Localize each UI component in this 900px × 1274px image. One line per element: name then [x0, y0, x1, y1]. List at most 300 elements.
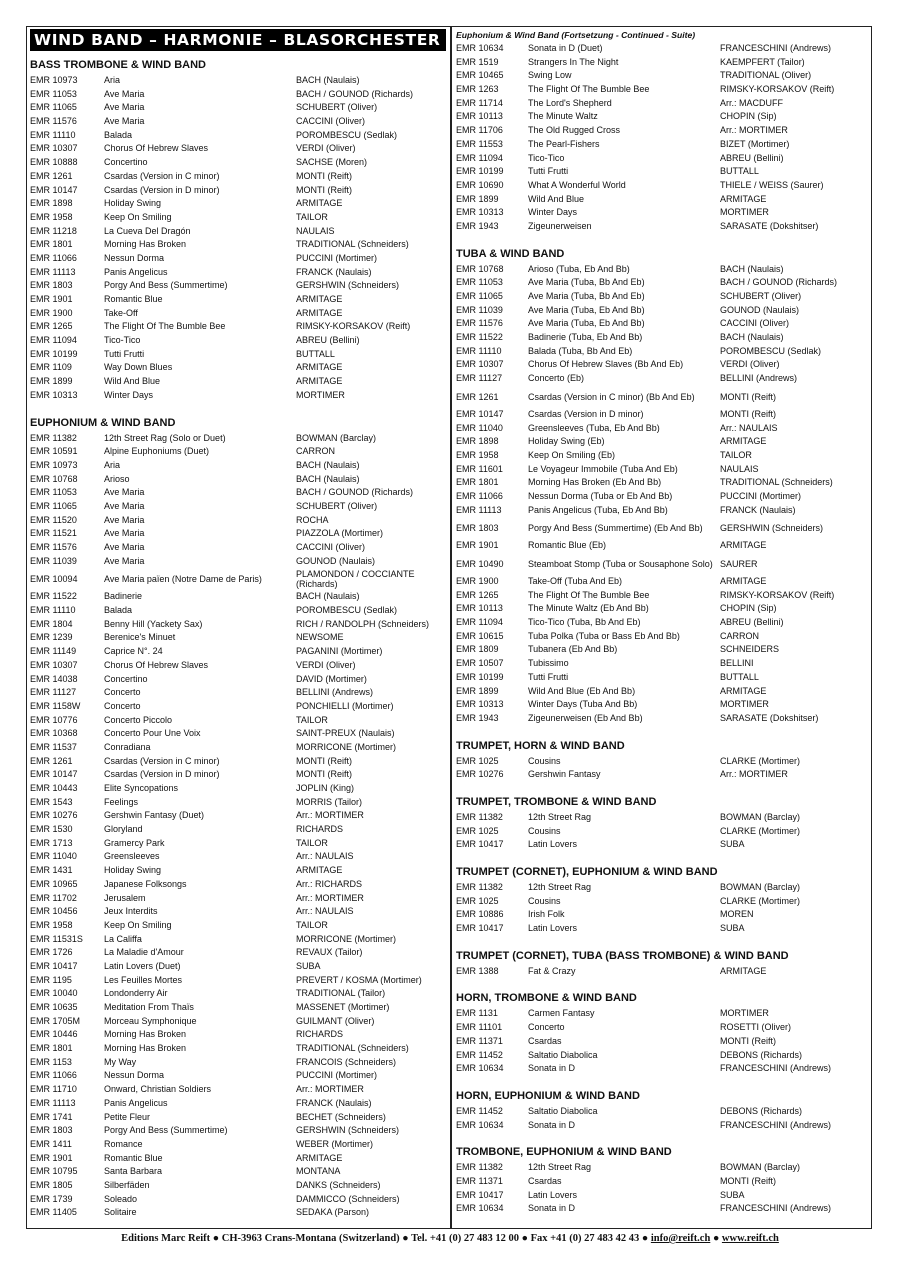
work-title: Saltatio Diabolica [528, 1105, 598, 1116]
catalog-row [456, 712, 864, 726]
catalog-row [30, 293, 446, 307]
catalog-row [30, 555, 446, 569]
composer-arranger: BIZET (Mortimer) [720, 138, 790, 149]
composer-arranger: GUILMANT (Oliver) [296, 1015, 375, 1026]
catalog-number: EMR 1901 [456, 540, 499, 551]
composer-arranger: PUCCINI (Mortimer) [296, 1070, 377, 1081]
composer-arranger: MORTIMER [296, 389, 345, 400]
catalog-row [30, 334, 446, 348]
work-title: Romantic Blue (Eb) [528, 540, 607, 551]
catalog-number: EMR 11127 [456, 373, 503, 384]
catalog-number: EMR 10113 [456, 111, 503, 122]
composer-arranger: THIELE / WEISS (Saurer) [720, 179, 824, 190]
work-title: Csardas (Version in D minor) [528, 408, 644, 419]
work-title: Jeux Interdits [104, 906, 158, 917]
work-title: Concerto [104, 687, 141, 698]
catalog-row [456, 304, 864, 318]
work-title: Carmen Fantasy [528, 1008, 595, 1019]
catalog-row [30, 1056, 446, 1070]
catalog-number: EMR 1705M [30, 1015, 81, 1026]
catalog-number: EMR 11710 [30, 1084, 77, 1095]
work-title: Petite Fleur [104, 1111, 151, 1122]
work-title: Zigeunerweisen (Eb And Bb) [528, 712, 643, 723]
footer-website-link[interactable]: www.reift.ch [721, 1233, 779, 1244]
composer-arranger: ARMITAGE [720, 193, 767, 204]
work-title: Panis Angelicus [104, 266, 168, 277]
catalog-row [456, 165, 864, 179]
catalog-number: EMR 1801 [456, 477, 499, 488]
catalog-number: EMR 1261 [30, 170, 73, 181]
work-title: Romance [104, 1138, 143, 1149]
catalog-number: EMR 1411 [30, 1138, 72, 1149]
work-title: The Old Rugged Cross [528, 125, 621, 136]
section-list [456, 811, 864, 852]
catalog-number: EMR 11521 [30, 528, 77, 539]
catalog-row [456, 881, 864, 895]
catalog-number: EMR 10768 [30, 473, 78, 484]
catalog-number: EMR 10635 [30, 1002, 78, 1012]
catalog-banner: WIND BAND – HARMONIE – BLASORCHESTER [30, 29, 446, 51]
catalog-number: EMR 10446 [30, 1029, 78, 1040]
catalog-number: EMR 1263 [456, 84, 499, 95]
composer-arranger: CLARKE (Mortimer) [720, 825, 801, 836]
catalog-row [30, 823, 446, 837]
composer-arranger: MORRICONE (Mortimer) [296, 933, 396, 944]
left-column [30, 27, 446, 1220]
catalog-number: EMR 1265 [30, 321, 73, 332]
catalog-number: EMR 10040 [30, 988, 78, 999]
composer-arranger: BECHET (Schneiders) [296, 1111, 386, 1122]
catalog-number: EMR 10795 [30, 1166, 78, 1177]
catalog-number: EMR 11053 [456, 277, 503, 288]
catalog-row [456, 386, 864, 408]
catalog-row [456, 553, 864, 575]
work-title: Cousins [528, 895, 561, 906]
catalog-number: EMR 11113 [30, 266, 76, 277]
work-title: The Pearl-Fishers [528, 138, 600, 149]
catalog-row [30, 1028, 446, 1042]
catalog-row [456, 602, 864, 616]
composer-arranger: SCHUBERT (Oliver) [296, 102, 378, 113]
composer-arranger: FRANCOIS (Schneiders) [296, 1056, 397, 1067]
catalog-row [30, 142, 446, 156]
work-title: Alpine Euphoniums (Duet) [104, 446, 210, 457]
catalog-row [456, 372, 864, 386]
catalog-row [456, 1007, 864, 1021]
composer-arranger: VERDI (Oliver) [296, 659, 356, 670]
composer-arranger: TAILOR [296, 919, 328, 930]
work-title: Gershwin Fantasy (Duet) [104, 810, 205, 821]
composer-arranger: SARASATE (Dokshitser) [720, 712, 819, 723]
work-title: Keep On Smiling [104, 211, 172, 222]
catalog-number: EMR 10417 [30, 960, 78, 971]
catalog-number: EMR 1803 [30, 1125, 73, 1136]
catalog-row [456, 755, 864, 769]
catalog-row [30, 514, 446, 528]
catalog-number: EMR 1543 [30, 796, 73, 807]
section-heading: TROMBONE, EUPHONIUM & WIND BAND [456, 1146, 672, 1159]
section-list [30, 74, 446, 403]
work-title: Nessun Dorma (Tuba or Eb And Bb) [528, 490, 673, 501]
composer-arranger: POROMBESCU (Sedlak) [296, 605, 398, 616]
catalog-row [30, 714, 446, 728]
work-title: Badinerie [104, 591, 143, 602]
catalog-row [456, 908, 864, 922]
composer-arranger: Arr.: MORTIMER [720, 125, 788, 136]
catalog-number: EMR 10776 [30, 714, 78, 725]
catalog-row [30, 320, 446, 334]
work-title: Ave Maria [104, 542, 145, 552]
work-title: Le Voyageur Immobile (Tuba And Eb) [528, 463, 678, 474]
catalog-number: EMR 1804 [30, 618, 73, 629]
composer-arranger: FRANCESCHINI (Andrews) [720, 1063, 832, 1074]
composer-arranger: SUBA [720, 1189, 745, 1200]
work-title: Balada (Tuba, Bb And Eb) [528, 345, 633, 356]
catalog-row [456, 97, 864, 111]
composer-arranger: TAILOR [296, 211, 328, 222]
work-title: Morning Has Broken (Eb And Bb) [528, 477, 662, 488]
catalog-row [30, 796, 446, 810]
catalog-row [456, 1021, 864, 1035]
catalog-row [30, 755, 446, 769]
composer-arranger: TRADITIONAL (Schneiders) [296, 239, 409, 250]
catalog-number: EMR 11053 [30, 487, 77, 498]
continuation-heading: Euphonium & Wind Band (Fortsetzung - Continued - Suite) [456, 30, 696, 40]
composer-arranger: TRADITIONAL (Schneiders) [296, 1043, 409, 1054]
work-title: Chorus Of Hebrew Slaves [104, 143, 209, 154]
work-title: Chorus Of Hebrew Slaves (Bb And Eb) [528, 359, 684, 370]
work-title: Ave Maria [104, 528, 145, 539]
composer-arranger: MONTANA [296, 1166, 341, 1177]
catalog-number: EMR 11537 [30, 741, 77, 752]
work-title: Ave Maria païen (Notre Dame de Paris) [104, 574, 262, 585]
catalog-row [30, 1083, 446, 1097]
catalog-number: EMR 11382 [456, 811, 503, 822]
work-title: Ave Maria [104, 555, 145, 566]
composer-arranger: FRANCK (Naulais) [296, 266, 372, 277]
work-title: Greensleeves (Tuba, Eb And Bb) [528, 422, 660, 433]
catalog-number: EMR 1025 [456, 755, 499, 766]
work-title: Irish Folk [528, 909, 565, 920]
catalog-number: EMR 1519 [456, 56, 499, 67]
composer-arranger: MONTI (Reift) [720, 1175, 776, 1186]
work-title: Tuba Polka (Tuba or Bass Eb And Bb) [528, 630, 680, 641]
catalog-number: EMR 1900 [30, 307, 73, 318]
composer-arranger: GERSHWIN (Schneiders) [720, 523, 824, 534]
catalog-row [456, 408, 864, 422]
section-heading: TRUMPET (CORNET), EUPHONIUM & WIND BAND [456, 866, 718, 878]
composer-arranger: FRANCK (Naulais) [720, 504, 796, 515]
catalog-row [30, 1111, 446, 1125]
composer-arranger: BACH / GOUNOD (Richards) [296, 88, 414, 99]
composer-arranger: CLARKE (Mortimer) [720, 755, 801, 766]
catalog-number: EMR 1261 [456, 391, 499, 402]
composer-arranger: CARRON [296, 446, 336, 457]
work-title: Conradiana [104, 741, 151, 752]
catalog-number: EMR 11706 [456, 125, 503, 136]
composer-arranger: BACH (Naulais) [296, 473, 360, 484]
composer-arranger: POROMBESCU (Sedlak) [720, 345, 822, 356]
catalog-row [30, 809, 446, 823]
composer-arranger: SCHUBERT (Oliver) [296, 500, 378, 511]
composer-arranger: VERDI (Oliver) [720, 359, 780, 370]
work-title: Berenice's Minuet [104, 632, 176, 643]
catalog-number: EMR 11127 [30, 687, 77, 698]
footer-email-link[interactable]: info@reift.ch [650, 1233, 711, 1244]
catalog-number: EMR 10490 [456, 559, 504, 569]
work-title: Saltatio Diabolica [528, 1049, 598, 1060]
catalog-number: EMR 11371 [456, 1035, 503, 1046]
catalog-number: EMR 10368 [30, 728, 78, 739]
composer-arranger: Arr.: MORTIMER [720, 769, 788, 780]
catalog-number: EMR 10113 [456, 603, 503, 614]
catalog-row [30, 590, 446, 604]
section-list [456, 1007, 864, 1075]
composer-arranger: MONTI (Reift) [296, 170, 352, 181]
work-title: Cousins [528, 755, 561, 766]
catalog-number: EMR 11702 [30, 892, 77, 903]
composer-arranger: GOUNOD (Naulais) [296, 555, 376, 566]
catalog-row [30, 500, 446, 514]
catalog-number: EMR 10634 [456, 1203, 504, 1214]
catalog-row [456, 825, 864, 839]
catalog-row [456, 630, 864, 644]
catalog-row [456, 504, 864, 518]
catalog-number: EMR 10888 [30, 157, 78, 168]
catalog-number: EMR 1153 [30, 1056, 72, 1067]
catalog-row [30, 101, 446, 115]
catalog-number: EMR 11522 [30, 591, 77, 602]
catalog-number: EMR 1958 [30, 919, 73, 930]
section-list [30, 432, 446, 1221]
work-title: Silberfäden [104, 1179, 150, 1190]
catalog-row [456, 1161, 864, 1175]
composer-arranger: BACH (Naulais) [296, 591, 360, 602]
catalog-row [30, 905, 446, 919]
catalog-row [30, 659, 446, 673]
catalog-row [456, 345, 864, 359]
work-title: Morceau Symphonique [104, 1015, 197, 1026]
work-title: Balada [104, 605, 133, 616]
composer-arranger: PREVERT / KOSMA (Mortimer) [296, 974, 422, 985]
work-title: Tubissimo [528, 658, 569, 669]
work-title: Concerto [104, 700, 141, 711]
catalog-row [456, 138, 864, 152]
work-title: Ave Maria [104, 116, 145, 127]
composer-arranger: SAINT-PREUX (Naulais) [296, 728, 395, 739]
work-title: Tico-Tico (Tuba, Bb And Eb) [528, 617, 641, 628]
column-divider [450, 26, 452, 1229]
work-title: What A Wonderful World [528, 179, 626, 190]
work-title: Aria [104, 75, 121, 85]
work-title: Benny Hill (Yackety Sax) [104, 618, 203, 629]
work-title: Nessun Dorma [104, 1070, 165, 1081]
composer-arranger: MORTIMER [720, 699, 769, 710]
composer-arranger: SUBA [296, 960, 321, 971]
composer-arranger: MONTI (Reift) [296, 769, 352, 780]
composer-arranger: MONTI (Reift) [296, 755, 352, 766]
work-title: Santa Barbara [104, 1166, 163, 1177]
composer-arranger: TAILOR [296, 837, 328, 848]
work-title: Aria [104, 459, 121, 470]
catalog-row [456, 922, 864, 936]
catalog-row [456, 539, 864, 553]
catalog-number: EMR 11066 [30, 1070, 77, 1081]
catalog-number: EMR 11382 [456, 1162, 503, 1173]
publisher-footer [0, 1233, 900, 1244]
composer-arranger: CHOPIN (Sip) [720, 111, 777, 122]
catalog-row [456, 616, 864, 630]
catalog-number: EMR 11522 [456, 332, 503, 343]
composer-arranger: MASSENET (Mortimer) [296, 1002, 390, 1012]
work-title: The Flight Of The Bumble Bee [528, 589, 650, 600]
work-title: Swing Low [528, 70, 572, 81]
composer-arranger: MONTI (Reift) [720, 408, 776, 419]
catalog-number: EMR 1388 [456, 965, 499, 976]
catalog-row [30, 1001, 446, 1015]
catalog-row [456, 331, 864, 345]
composer-arranger: Arr.: NAULAIS [296, 851, 354, 862]
catalog-row [456, 206, 864, 220]
work-title: Ave Maria [104, 102, 145, 113]
section-list [456, 881, 864, 936]
composer-arranger: ROSETTI (Oliver) [720, 1022, 791, 1033]
composer-arranger: CARRON [720, 630, 760, 641]
composer-arranger: RIMSKY-KORSAKOV (Reift) [720, 84, 835, 95]
catalog-number: EMR 10886 [456, 909, 504, 920]
work-title: La Maladie d'Amour [104, 947, 184, 958]
composer-arranger: ABREU (Bellini) [720, 617, 784, 628]
catalog-number: EMR 11576 [30, 116, 77, 127]
composer-arranger: ARMITAGE [720, 540, 767, 551]
catalog-number: EMR 11110 [456, 345, 502, 356]
work-title: My Way [104, 1056, 137, 1067]
composer-arranger: SUBA [720, 839, 745, 850]
catalog-row [456, 449, 864, 463]
catalog-row [456, 263, 864, 277]
catalog-row [30, 252, 446, 266]
section-heading: TRUMPET (CORNET), TUBA (BASS TROMBONE) & WIND BAND [456, 949, 789, 962]
composer-arranger: CLARKE (Mortimer) [720, 895, 801, 906]
work-title: Fat & Crazy [528, 965, 576, 976]
composer-arranger: BACH (Naulais) [296, 459, 360, 470]
work-title: Solitaire [104, 1207, 137, 1218]
catalog-row [30, 933, 446, 947]
catalog-row [456, 1202, 864, 1216]
catalog-row [30, 919, 446, 933]
catalog-number: EMR 10417 [456, 839, 504, 850]
catalog-row [30, 432, 446, 446]
catalog-row [30, 700, 446, 714]
composer-arranger: ROCHA [296, 514, 329, 525]
composer-arranger: TRADITIONAL (Tailor) [296, 988, 386, 999]
catalog-number: EMR 11520 [30, 514, 77, 525]
catalog-row [30, 238, 446, 252]
composer-arranger: BOWMAN (Barclay) [296, 432, 377, 443]
work-title: Ave Maria [104, 514, 145, 525]
composer-arranger: ARMITAGE [720, 685, 767, 696]
composer-arranger: TAILOR [720, 449, 752, 460]
composer-arranger: FRANCK (Naulais) [296, 1097, 372, 1108]
work-title: Csardas (Version in C minor) [104, 170, 220, 181]
catalog-row [30, 361, 446, 375]
work-title: Gramercy Park [104, 837, 165, 848]
catalog-number: EMR 10147 [456, 408, 504, 419]
composer-arranger: ARMITAGE [296, 865, 343, 876]
work-title: Caprice N°. 24 [104, 646, 163, 657]
catalog-row [456, 220, 864, 234]
work-title: Tutti Frutti [528, 166, 569, 177]
catalog-number: EMR 1739 [30, 1193, 73, 1204]
catalog-number: EMR 11452 [456, 1105, 503, 1116]
catalog-row [30, 197, 446, 211]
catalog-number: EMR 1901 [30, 294, 73, 304]
work-title: Greensleeves [104, 851, 160, 862]
catalog-number: EMR 11101 [456, 1022, 503, 1033]
work-title: Gloryland [104, 824, 143, 835]
composer-arranger: SUBA [720, 923, 745, 934]
work-title: Concertino [104, 157, 148, 168]
catalog-number: EMR 10465 [456, 70, 504, 81]
catalog-number: EMR 10634 [456, 1119, 504, 1130]
work-title: La Cueva Del Dragón [104, 225, 191, 236]
catalog-row [30, 850, 446, 864]
composer-arranger: CACCINI (Oliver) [720, 318, 789, 329]
composer-arranger: PAGANINI (Mortimer) [296, 646, 383, 657]
work-title: Tutti Frutti [528, 671, 569, 682]
catalog-number: EMR 11065 [30, 102, 77, 113]
composer-arranger: ABREU (Bellini) [296, 335, 360, 346]
catalog-row [30, 1069, 446, 1083]
composer-arranger: PIAZZOLA (Mortimer) [296, 528, 384, 539]
catalog-row [456, 435, 864, 449]
work-title: Keep On Smiling [104, 919, 172, 930]
catalog-number: EMR 1805 [30, 1179, 73, 1190]
work-title: Jerusalem [104, 892, 146, 903]
catalog-row [456, 589, 864, 603]
work-title: Csardas [528, 1035, 562, 1046]
work-title: Concertino [104, 673, 148, 684]
right-section-list [456, 248, 864, 1216]
catalog-number: EMR 1899 [30, 376, 73, 387]
catalog-row [456, 1119, 864, 1133]
catalog-number: EMR 10276 [30, 810, 78, 821]
work-title: The Minute Waltz [528, 111, 598, 122]
work-title: Londonderry Air [104, 988, 168, 999]
composer-arranger: RICH / RANDOLPH (Schneiders) [296, 618, 430, 629]
catalog-row [30, 892, 446, 906]
work-title: Holiday Swing [104, 865, 162, 876]
catalog-number: EMR 11553 [456, 138, 503, 149]
catalog-number: EMR 10973 [30, 459, 78, 470]
catalog-number: EMR 1809 [456, 644, 499, 655]
composer-arranger: TRADITIONAL (Schneiders) [720, 477, 833, 488]
catalog-number: EMR 11065 [30, 500, 77, 511]
catalog-row [30, 74, 446, 88]
work-title: Latin Lovers [528, 1189, 578, 1200]
catalog-number: EMR 10147 [30, 184, 78, 195]
composer-arranger: MOREN [720, 909, 754, 920]
catalog-row [30, 1015, 446, 1029]
catalog-row [30, 1097, 446, 1111]
work-title: Steamboat Stomp (Tuba or Sousaphone Solo) [528, 559, 713, 569]
work-title: Panis Angelicus (Tuba, Eb And Bb) [528, 504, 668, 515]
catalog-number: EMR 10313 [456, 699, 504, 710]
catalog-row [30, 878, 446, 892]
catalog-row [30, 459, 446, 473]
work-title: Wild And Blue (Eb And Bb) [528, 685, 636, 696]
catalog-row [30, 211, 446, 225]
